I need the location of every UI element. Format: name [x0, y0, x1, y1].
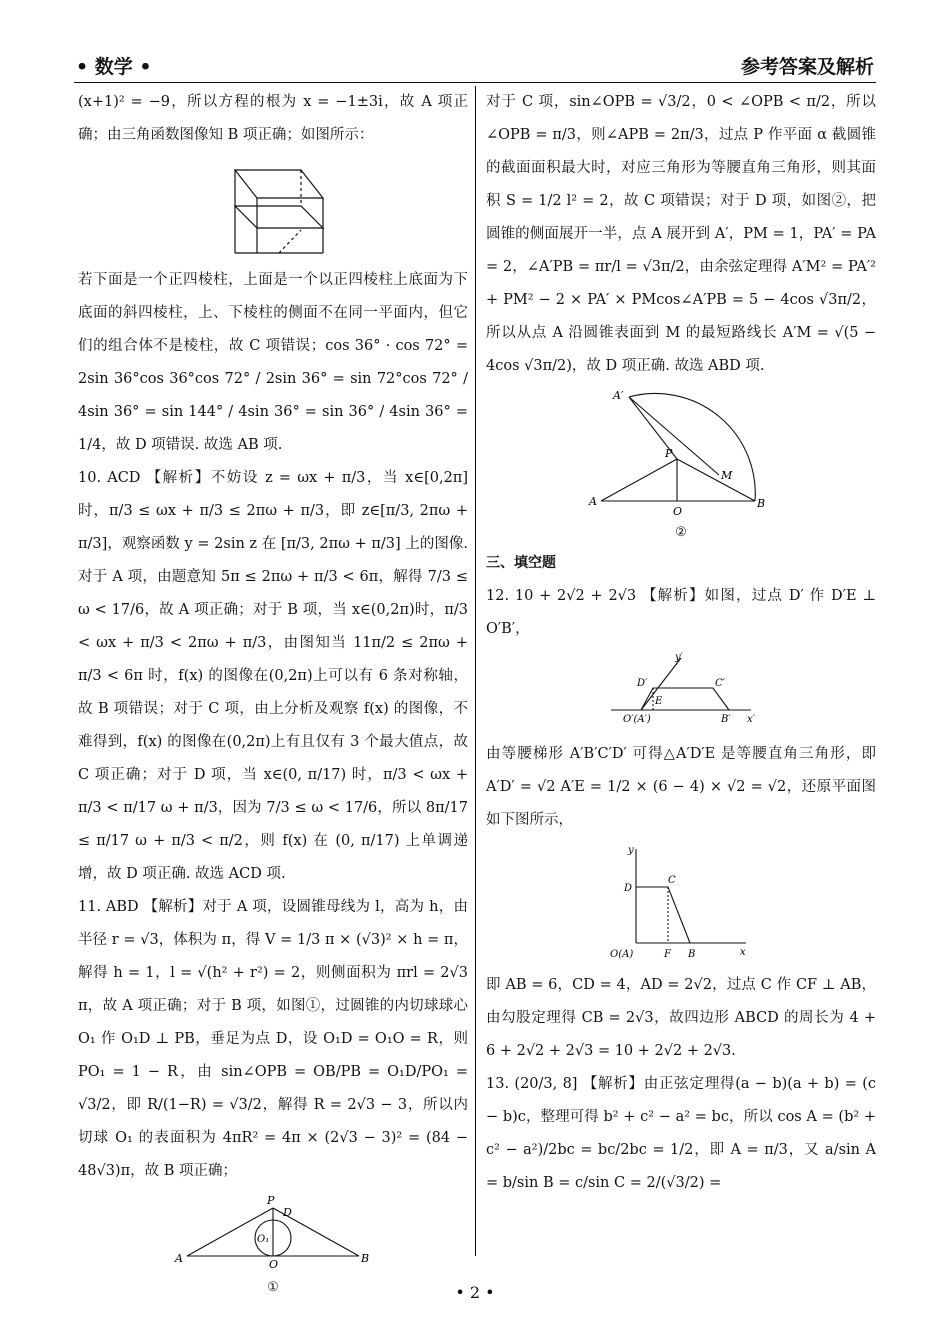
question-10: 10. ACD 【解析】不妨设 z = ωx + π/3，当 x∈[0,2π]时，π/3 ≤ ωx + π/3 ≤ 2πω + π/3，即 z∈[π/3, 2πω + π/3]，观察函数 y = 2sin z 在 [π/3, 2πω + π/3] 上的图像. 对于 A 项，由题意知 5π ≤ 2πω + π/3 < 6π，解得 7/3 ≤ ω < 17/6，故 A 项正确；对于 B 项，当 x∈(0,2π)时，π/3 < ωx + π/3 < 2πω + π/3，由图知当 11π/2 ≤ 2πω + π/3 < 6π 时，f(x) 的图像在(0,2π)上可以有 6 条对称轴，故 B 项错误；对于 C 项，由上分析及观察 f(x) 的图像，不难得到，f(x) 的图像在(0,2π)上有且仅有 3 个最大值点，故 C 项正确；对于 D 项，当 x∈(0, π/17) 时，π/3 < ωx + π/3 < π/17 ω + π/3，因为 7/3 ≤ ω < 17/6，所以 8π/17 ≤ π/17 ω + π/3 < π/2，则 f(x) 在 (0, π/17) 上单调递增，故 D 项正确. 故选 ACD 项. [78, 470, 468, 882]
fig1-label-o1: O₁ [257, 1234, 270, 1245]
left-paragraph-1: (x+1)² = −9，所以方程的根为 x = −1±3i，故 A 项正确；由三角函数图像知 B 项正确；如图所示： [78, 94, 468, 143]
fig2-caption: ② [675, 525, 687, 540]
fig3-label-e: E [655, 696, 663, 707]
fig4-label-d: D [624, 883, 633, 894]
column-divider [475, 86, 476, 1256]
fig4-label-f: F [664, 949, 671, 960]
question-13: 13. (20/3, 8] 【解析】由正弦定理得(a − b)(a + b) = (c − b)c，整理可得 b² + c² − a² = bc，所以 cos A = (b² + c² − a²)/2bc = bc/2bc = 1/2，即 A = π/3，又 a/sin A = b/sin B = c/sin C = 2/(√3/2) = [486, 1076, 876, 1191]
cone-unfold-figure-2 [581, 389, 781, 519]
oblique-trapezoid-figure [601, 652, 761, 732]
header-rule [74, 82, 876, 83]
right-paragraph-1: 对于 C 项，sin∠OPB = √3/2，0 < ∠OPB < π/2，所以 ∠OPB = π/3，则∠APB = 2π/3，过点 P 作平面 α 截圆锥的截面面积最大时，对应三角形为等腰直角三角形，则其面积 S = 1/2 l² = 2，故 C 项错误；对于 D 项，如图②，把圆锥的侧面展开一半，点 A 展开到 A′，PM = 1，PA′ = PA = 2，∠A′PB = πr/l = √3π/2，由余弦定理得 A′M² = PA′² + PM² − 2 × PA′ × PMcos∠A′PB = 5 − 4cos √3π/2，所以从点 A 沿圆锥表面到 M 的最短路线长 A′M = √(5 − 4cos √3π/2)，故 D 项正确. 故选 ABD 项. [486, 94, 876, 374]
fig2-label-o: O [673, 505, 683, 518]
question-12-final: 即 AB = 6，CD = 4，AD = 2√2，过点 C 作 CF ⊥ AB，由勾股定理得 CB = 2√3，故四边形 ABCD 的周长为 4 + 6 + 2√2 + 2√3 = 10 + 2√2 + 2√3. [486, 977, 876, 1059]
fig1-label-b: B [361, 1252, 370, 1265]
fig3-label-origin: O′(A′) [623, 714, 651, 725]
fig4-label-x: x [740, 947, 746, 958]
fig1-caption: ① [267, 1280, 279, 1295]
fig3-label-b-prime: B′ [721, 714, 731, 725]
left-column [78, 86, 468, 1296]
fig1-label-p: P [267, 1194, 275, 1207]
plane-trapezoid-figure [606, 843, 756, 963]
fig3-label-x-prime: x′ [747, 714, 755, 725]
fig2-label-b: B [757, 497, 766, 510]
left-paragraph-2: 若下面是一个正四棱柱，上面是一个以正四棱柱上底面为下底面的斜四棱柱，上、下棱柱的侧面不在同一平面内，但它们的组合体不是棱柱，故 C 项错误；cos 36° · cos 72° = 2sin 36°cos 36°cos 72° / 2sin 36° = sin 72°cos 72° / 4sin 36° = sin 144° / 4sin 36° = sin 36° / 4sin 36° = 1/4，故 D 项错误. 故选 AB 项. [78, 272, 468, 453]
fig4-label-origin: O(A) [610, 949, 634, 960]
right-column [486, 86, 876, 1200]
prism-figure [213, 158, 333, 258]
fig4-label-y: y [628, 845, 634, 856]
cone-figure-1 [173, 1194, 373, 1274]
fig4-label-b: B [688, 949, 696, 960]
fig1-label-o: O [269, 1258, 279, 1271]
question-11: 11. ABD 【解析】对于 A 项，设圆锥母线为 l，高为 h，由半径 r = √3，体积为 π，得 V = 1/3 π × (√3)² × h = π，解得 h = 1，l = √(h² + r²) = 2，则侧面积为 πrl = 2√3 π，故 A 项正确；对于 B 项，如图①，过圆锥的内切球球心 O₁ 作 O₁D ⊥ PB，垂足为点 D，设 O₁D = O₁O = R，则 PO₁ = 1 − R，由 sin∠OPB = OB/PB = O₁D/PO₁ = √3/2，即 R/(1−R) = √3/2，解得 R = 2√3 − 3，所以内切球 O₁ 的表面积为 4πR² = 4π × (2√3 − 3)² = (84 − 48√3)π，故 B 项正确； [78, 899, 468, 1179]
header-subject: • 数学 • [76, 56, 152, 78]
fig1-label-a: A [175, 1252, 183, 1265]
page-number: • 2 • [455, 1283, 495, 1302]
fig2-label-p: P [665, 447, 673, 460]
header-section: 参考答案及解析 [740, 56, 874, 78]
fig1-label-d: D [283, 1206, 292, 1219]
fig2-label-a-prime: A′ [613, 389, 624, 402]
fig3-label-d-prime: D′ [637, 678, 648, 689]
fig3-label-y-prime: y′ [675, 652, 683, 663]
fig2-label-m: M [721, 469, 733, 482]
fig4-label-c: C [668, 875, 676, 886]
fig3-label-c-prime: C′ [715, 678, 725, 689]
question-12: 12. 10 + 2√2 + 2√3 【解析】如图，过点 D′ 作 D′E ⊥ O′B′， [486, 588, 876, 637]
section-title: 三、填空题 [486, 555, 556, 571]
question-12-continued: 由等腰梯形 A′B′C′D′ 可得△A′D′E 是等腰直角三角形，即 A′D′ = √2 A′E = 1/2 × (6 − 4) × √2 = √2，还原平面图如下图所示， [486, 746, 876, 828]
fig2-label-a: A [589, 495, 597, 508]
